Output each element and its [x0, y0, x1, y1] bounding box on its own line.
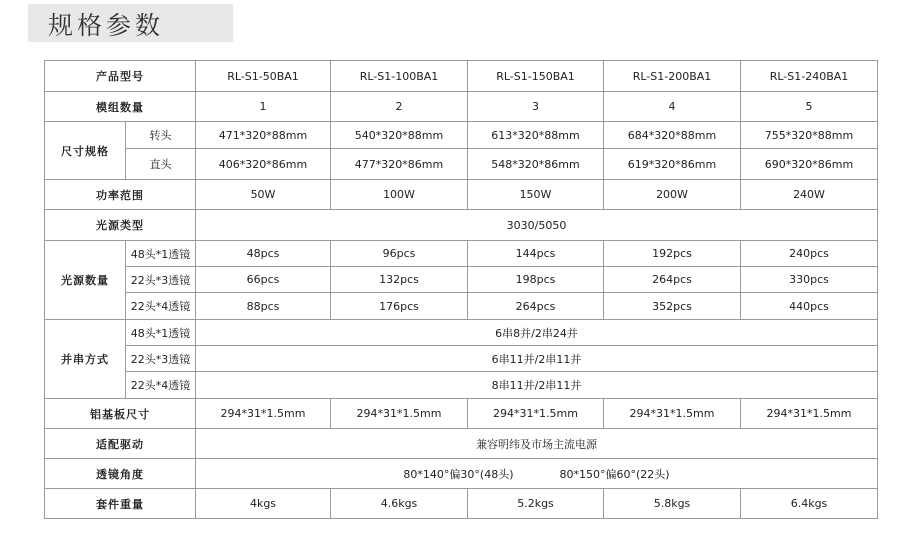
cell: 330pcs [741, 267, 878, 293]
cell: 5.8kgs [604, 489, 741, 519]
cell: 440pcs [741, 293, 878, 320]
lens-angle-48: 80*140°偏30°(48头) [403, 467, 514, 481]
cell: 4kgs [196, 489, 331, 519]
row-light-type [45, 210, 878, 241]
sub-label: 直头 [126, 149, 196, 180]
cell: 294*31*1.5mm [331, 399, 468, 429]
cell: 8串11并/2串11并 [196, 372, 878, 399]
cell: 548*320*86mm [468, 149, 604, 180]
sub-label: 48头*1透镜 [126, 320, 196, 346]
cell: 294*31*1.5mm [604, 399, 741, 429]
cell: RL-S1-200BA1 [604, 61, 741, 92]
row-wiring-22-4 [45, 372, 878, 399]
cell: 240W [741, 180, 878, 210]
row-count-22-4 [45, 293, 878, 320]
cell: RL-S1-150BA1 [468, 61, 604, 92]
cell: 294*31*1.5mm [741, 399, 878, 429]
cell: 88pcs [196, 293, 331, 320]
cell: 5.2kgs [468, 489, 604, 519]
cell: 3030/5050 [196, 210, 878, 241]
cell: 684*320*88mm [604, 122, 741, 149]
cell: 3 [468, 92, 604, 122]
cell: 192pcs [604, 241, 741, 267]
cell: 4.6kgs [331, 489, 468, 519]
cell: 240pcs [741, 241, 878, 267]
cell: 96pcs [331, 241, 468, 267]
cell: 6串8并/2串24并 [196, 320, 878, 346]
row-label: 光源数量 [45, 241, 126, 320]
cell: 294*31*1.5mm [468, 399, 604, 429]
row-label: 产品型号 [45, 61, 196, 92]
row-label: 铝基板尺寸 [45, 399, 196, 429]
row-model [45, 61, 878, 92]
row-lens-angle [45, 459, 878, 489]
row-driver [45, 429, 878, 459]
cell: 6串11并/2串11并 [196, 346, 878, 372]
row-count-22-3 [45, 267, 878, 293]
cell: 690*320*86mm [741, 149, 878, 180]
cell: 50W [196, 180, 331, 210]
cell: 294*31*1.5mm [196, 399, 331, 429]
cell: RL-S1-50BA1 [196, 61, 331, 92]
cell: RL-S1-240BA1 [741, 61, 878, 92]
row-label: 尺寸规格 [45, 122, 126, 180]
cell: 540*320*88mm [331, 122, 468, 149]
cell: 5 [741, 92, 878, 122]
row-label: 模组数量 [45, 92, 196, 122]
row-label: 光源类型 [45, 210, 196, 241]
cell: 6.4kgs [741, 489, 878, 519]
cell: 477*320*86mm [331, 149, 468, 180]
row-label: 适配驱动 [45, 429, 196, 459]
cell: 132pcs [331, 267, 468, 293]
row-label: 套件重量 [45, 489, 196, 519]
cell: 48pcs [196, 241, 331, 267]
row-weight [45, 489, 878, 519]
cell: 144pcs [468, 241, 604, 267]
row-label: 功率范围 [45, 180, 196, 210]
row-wiring-22-3 [45, 346, 878, 372]
cell: 200W [604, 180, 741, 210]
sub-label: 22头*4透镜 [126, 293, 196, 320]
cell: 352pcs [604, 293, 741, 320]
spec-table [44, 60, 878, 519]
cell: 兼容明纬及市场主流电源 [196, 429, 878, 459]
cell: 4 [604, 92, 741, 122]
cell: RL-S1-100BA1 [331, 61, 468, 92]
row-power [45, 180, 878, 210]
row-alu-size [45, 399, 878, 429]
lens-angle-22: 80*150°偏60°(22头) [559, 467, 670, 481]
row-wiring-48-1 [45, 320, 878, 346]
row-module-count [45, 92, 878, 122]
cell: 2 [331, 92, 468, 122]
row-label: 透镜角度 [45, 459, 196, 489]
cell [196, 459, 878, 489]
row-count-48-1 [45, 241, 878, 267]
cell: 1 [196, 92, 331, 122]
cell: 264pcs [468, 293, 604, 320]
cell: 264pcs [604, 267, 741, 293]
cell: 619*320*86mm [604, 149, 741, 180]
cell: 176pcs [331, 293, 468, 320]
cell: 755*320*88mm [741, 122, 878, 149]
page-title: 规格参数 [48, 11, 165, 40]
cell: 471*320*88mm [196, 122, 331, 149]
cell: 150W [468, 180, 604, 210]
cell: 613*320*88mm [468, 122, 604, 149]
cell: 198pcs [468, 267, 604, 293]
row-size-straight [45, 149, 878, 180]
cell: 66pcs [196, 267, 331, 293]
sub-label: 22头*3透镜 [126, 346, 196, 372]
sub-label: 22头*3透镜 [126, 267, 196, 293]
row-size-turn [45, 122, 878, 149]
cell: 100W [331, 180, 468, 210]
sub-label: 48头*1透镜 [126, 241, 196, 267]
sub-label: 转头 [126, 122, 196, 149]
row-label: 并串方式 [45, 320, 126, 399]
sub-label: 22头*4透镜 [126, 372, 196, 399]
cell: 406*320*86mm [196, 149, 331, 180]
